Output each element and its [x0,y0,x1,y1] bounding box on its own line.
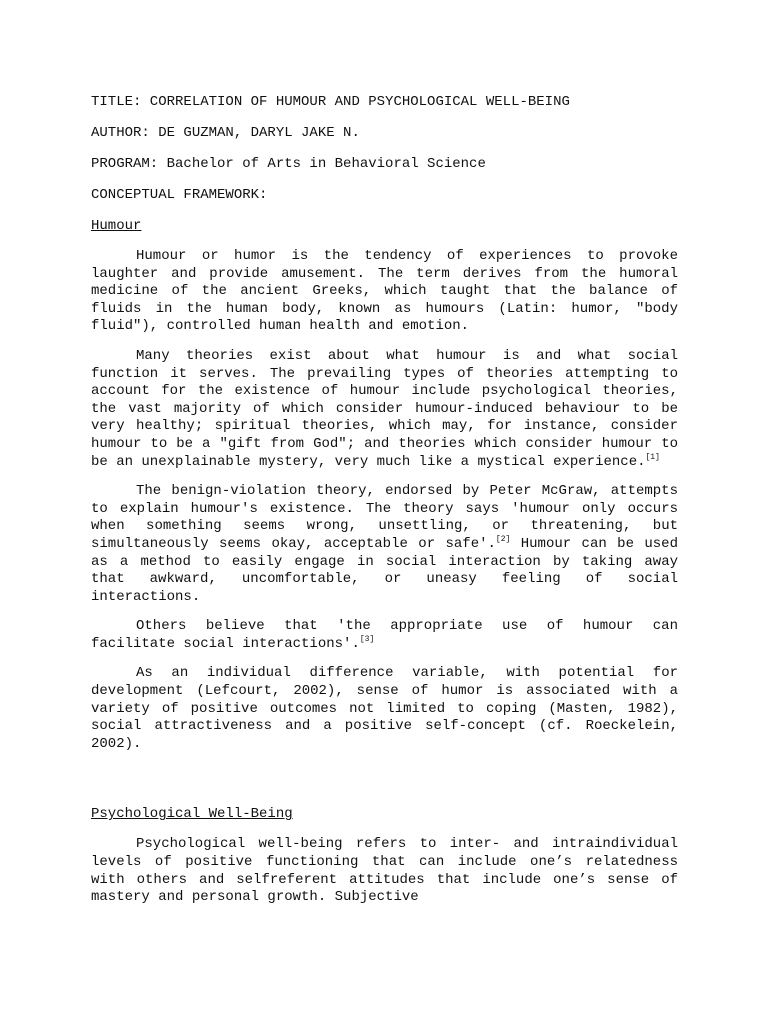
paragraph-text: The benign-violation theory, endorsed by Peter McGraw, attempts to explain humour's existence. The theory says 'humour only occurs when something seems wrong, unsettling, or threatening, but simultaneously seems okay, acceptable or safe'. [91,483,678,552]
paragraph-well-being-definition: Psychological well-being refers to inter- and intraindividual levels of positive functioning that can include one’s relatedness with others and selfreferent attitudes that include one’s sense of mastery and personal growth. Subjective [91,836,678,906]
paragraph-social-interactions [91,618,678,653]
document-page [91,93,678,919]
section-spacer [91,765,678,805]
paragraph-text: Humour can be used as a method to easily engage in social interaction by taking away that awkward, uncomfortable, or uneasy feeling of social interactions. [91,535,678,605]
citation-ref: [1] [645,452,660,462]
paragraph-text: Many theories exist about what humour is and what social function it serves. The prevailing types of theories attempting to account for the existence of humour include psychological theories, the vast majority of which consider humour-induced behaviour to be very healthy; spiritual theories, which may, for instance, consider humour to be a "gift from God"; and theories which consider humour to be an unexplainable mystery, very much like a mystical experience. [91,347,678,470]
conceptual-framework-label: CONCEPTUAL FRAMEWORK: [91,187,268,203]
section-heading-psychological-well-being: Psychological Well-Being [91,806,293,823]
section-heading-humour: Humour [91,218,142,234]
paragraph-individual-difference: As an individual difference variable, with potential for development (Lefcourt, 2002), sense of humor is associated with a variety of positive outcomes not limited to coping (Masten, 1982), social attractiveness and a positive self-concept (cf. Roeckelein, 2002). [91,665,678,752]
title-line: TITLE: CORRELATION OF HUMOUR AND PSYCHOLOGICAL WELL-BEING [91,94,570,110]
program-line: PROGRAM: Bachelor of Arts in Behavioral Science [91,156,486,172]
paragraph-text: Others believe that 'the appropriate use of humour can facilitate social interactions'. [91,618,678,652]
author-line: AUTHOR: DE GUZMAN, DARYL JAKE N. [91,125,360,141]
citation-ref: [3] [359,634,375,644]
paragraph-benign-violation [91,483,678,606]
paragraph-humour-theories [91,348,678,471]
paragraph-humour-definition: Humour or humor is the tendency of experiences to provoke laughter and provide amusement. The term derives from the humoral medicine of the ancient Greeks, which taught that the balance of fluids in the human body, known as humours (Latin: humor, "body fluid"), controlled human health and emotion. [91,248,678,335]
citation-ref: [2] [495,534,511,544]
